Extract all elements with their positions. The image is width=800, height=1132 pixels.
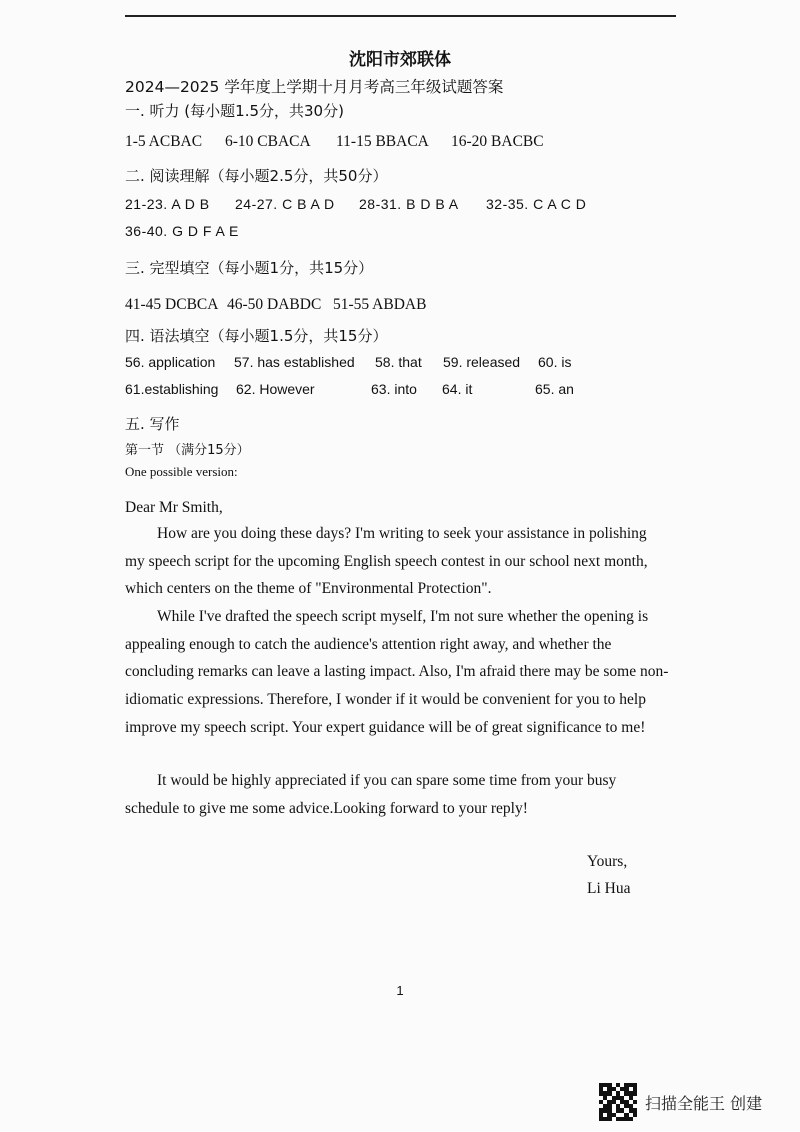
- answer-group: 41-45 DCBCA: [125, 296, 219, 313]
- answer-group: 21-23. A D B: [125, 196, 210, 212]
- answer-item: 59. released: [443, 354, 521, 370]
- listening-heading: 一. 听力 (每小题1.5分，共30分): [125, 102, 344, 120]
- answer-group: 16-20 BACBC: [451, 133, 544, 150]
- answer-item: 65. an: [535, 381, 574, 397]
- answer-group: 46-50 DABDC: [227, 296, 322, 313]
- top-rule: [125, 15, 676, 17]
- document-title: 沈阳市郊联体: [349, 50, 451, 70]
- answer-item: 57. has established: [234, 354, 355, 370]
- qr-code-icon: [599, 1083, 637, 1121]
- scanner-watermark: [599, 1083, 762, 1121]
- answer-item: 64. it: [442, 381, 473, 397]
- answer-group: 28-31. B D B A: [359, 196, 459, 212]
- writing-heading: 五. 写作: [125, 415, 180, 433]
- letter-salutation: Dear Mr Smith,: [125, 499, 223, 516]
- cloze-heading: 三. 完型填空（每小题1分，共15分）: [125, 259, 374, 277]
- writing-note: One possible version:: [125, 464, 238, 479]
- answer-group: 6-10 CBACA: [225, 133, 311, 150]
- answer-item: 62. However: [236, 381, 315, 397]
- writing-part-label: 第一节 （满分15分）: [125, 443, 250, 458]
- answer-item: 60. is: [538, 354, 572, 370]
- answer-item: 56. application: [125, 354, 216, 370]
- reading-answers-2: 36-40. G D F A E: [125, 223, 239, 239]
- document-subtitle: 2024—2025 学年度上学期十月月考高三年级试题答案: [125, 78, 504, 96]
- page-number: 1: [396, 983, 404, 998]
- answer-group: 24-27. C B A D: [235, 196, 335, 212]
- reading-heading: 二. 阅读理解（每小题2.5分，共50分）: [125, 167, 388, 185]
- answer-item: 63. into: [371, 381, 417, 397]
- answer-item: 61.establishing: [125, 381, 219, 397]
- letter-signature: Li Hua: [587, 880, 631, 897]
- answer-group: 11-15 BBACA: [336, 133, 429, 150]
- answer-group: 32-35. C A C D: [486, 196, 587, 212]
- letter-paragraph: How are you doing these days? I'm writing to seek your assistance in polishing my speech script for the upcoming English speech contest in our school next month, which centers on the theme of "Environmental Protection".: [125, 525, 648, 598]
- answer-item: 58. that: [375, 354, 422, 370]
- answer-group: 51-55 ABDAB: [333, 296, 427, 313]
- grammar-heading: 四. 语法填空（每小题1.5分，共15分）: [125, 327, 388, 345]
- answer-group: 1-5 ACBAC: [125, 133, 203, 150]
- letter-closing: Yours,: [587, 853, 628, 870]
- scanner-label: 扫描全能王 创建: [645, 1093, 763, 1113]
- letter-paragraph: It would be highly appreciated if you can spare some time from your busy schedule to give me some advice.Looking forward to your reply!: [125, 772, 617, 817]
- letter-paragraph: While I've drafted the speech script myself, I'm not sure whether the opening is appealing enough to catch the audience's attention right away, and whether the concluding remarks can leave a lasting impact. Also, I'm afraid there may be some non-idiomatic expressions. Therefore, I wonder if it would be convenient for you to help improve my speech script. Your expert guidance will be of great significance to me!: [125, 608, 669, 736]
